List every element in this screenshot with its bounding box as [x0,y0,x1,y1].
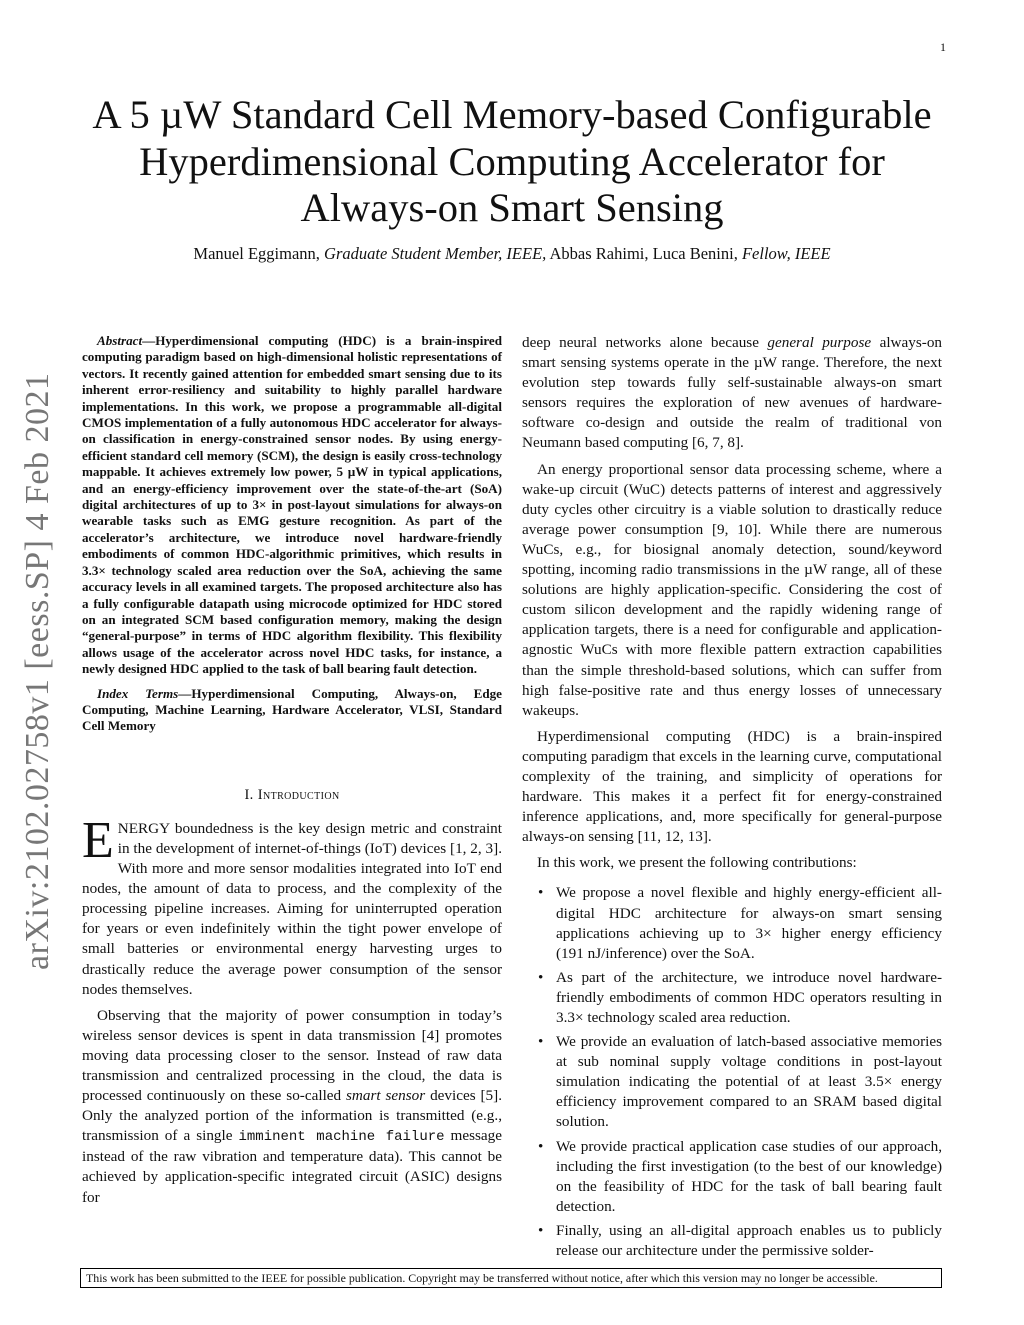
intro-paragraph-3 [522,333,942,454]
contribution-item: • We provide an evaluation of latch-based associative memories at sub nominal supply voltage conditions in post-layout simulation indicating the potential of at least 3.5× energy efficiency improvement compared to an SRAM based digital solution. [556,1032,942,1132]
intro-paragraph-5: Hyperdimensional computing (HDC) is a brain-inspired computing paradigm that excels in the learning curve, computational complexity of the training, and simplicity of operations for hardware. This makes it a perfect fit for energy-constrained inference applications, and, more specifically for general-purpose always-on sensing [11, 12, 13]. [522,727,942,846]
index-terms [82,686,502,735]
author-1-role: Graduate Student Member, IEEE, [324,244,547,263]
abstract [82,333,502,678]
page-number: 1 [940,40,946,54]
contribution-item: • As part of the architecture, we introduce novel hardware-friendly embodiments of common HDC operators resulting in 3.3× technology scaled area reduction. [556,968,942,1028]
smart-sensor-emphasis: smart sensor [346,1087,426,1105]
contributions-list [522,883,942,1261]
right-column [522,333,942,1265]
section-heading-introduction: I. Introduction [244,786,340,803]
title-line-2: Hyperdimensional Computing Accelerator for [139,138,885,184]
author-3-role: Fellow, IEEE [741,244,831,263]
index-terms-text: —Hyperdimensional Computing, Always-on, Edge Computing, Machine Learning, Hardware Accelerator, VLSI, Standard Cell Memory [82,685,502,734]
intro-paragraph-2-text-c: message instead of the raw vibration and temperature data). This cannot be achieved by application-specific integrated circuit (ASIC) designs for [82,1127,503,1206]
abstract-label: Abstract [97,333,143,348]
arxiv-identifier: arXiv:2102.02758v1 [eess.SP] 4 Feb 2021 [19,372,56,970]
paper-title [70,92,954,232]
intro-paragraph-2 [82,1006,502,1208]
intro-paragraph-3-text-b: always-on smart sensing systems operate in the µW range. Therefore, the next evolution step towards fully self-sustainable always-on smart sensors requires the exploration of new avenues of hardware-software co-design and outside the realm of traditional von Neumann based computing [6, 7, 8]. [522,334,943,452]
failure-message-code: imminent machine failure [238,1129,445,1146]
intro-paragraph-2-text-a: Observing that the majority of power consumption in today’s wireless sensor devices is spent in data transmission [4] promotes moving data processing closer to the sensor. Instead of raw data transmission and centralized processing in the cloud, the data is processed continuously on these so-called [82,1006,502,1105]
index-terms-label: Index Terms [97,685,179,701]
title-line-1: A 5 µW Standard Cell Memory-based Configurable [92,92,932,137]
intro-paragraph-3-text-a: deep neural networks alone because [522,334,768,351]
intro-paragraph-2-text-b: devices [5]. Only the analyzed portion of the information is transmitted (e.g., transmission of a single [82,1087,502,1145]
intro-paragraph-1 [82,811,502,1000]
drop-cap: E [82,811,114,869]
contribution-item: • We provide practical application case studies of our approach, including the first investigation (to the best of our knowledge) on the feasibility of HDC for the task of ball bearing fault detection. [556,1137,942,1217]
copyright-footnote: This work has been submitted to the IEEE for possible publication. Copyright may be transferred without notice, after which this version may no longer be accessible. [80,1268,942,1288]
contribution-item: • Finally, using an all-digital approach enables us to publicly release our architecture under the permissive solder- [556,1221,942,1261]
abstract-text: —Hyperdimensional computing (HDC) is a brain-inspired computing paradigm based on high-dimensional holistic representations of vectors. It recently gained attention for embedded smart sensing due to its inherent error-resiliency and suitability to highly parallel hardware implementations. In this work, we propose a programmable all-digital CMOS implementation of a fully autonomous HDC accelerator for always-on classification in energy-constrained sensor nodes. By using energy-efficient standard cell memory (SCM), the design is easily cross-technology mappable. It achieves extremely low power, 5 µW in typical applications, and an energy-efficiency improvement over the state-of-the-art (SoA) digital architectures of up to 3× in post-layout simulations for always-on wearable tasks such as EMG gesture recognition. As part of the accelerator’s architecture, we introduce novel hardware-friendly embodiments of common HDC-algorithmic primitives, which results in 3.3× technology scaled area reduction over the SoA, achieving the same accuracy levels in all examined targets. The proposed architecture also has a fully configurable datapath using microcode optimized for HDC stored on an integrated SCM based configuration memory, making the design “general-purpose” in terms of HDC algorithm flexibility. This flexibility allows usage of the accelerator across novel HDC tasks, for instance, a newly designed HDC applied to the task of ball bearing fault detection. [82,333,502,677]
author-1: Manuel Eggimann, [193,244,320,263]
left-column [82,333,502,1208]
author-list [60,244,964,264]
intro-paragraph-6: In this work, we present the following contributions: [537,854,857,872]
intro-paragraph-1-text: NERGY boundedness is the key design metric and constraint in the development of internet-of-things (IoT) devices [1, 2, 3]. With more and more sensor modalities integrated into IoT end nodes, the amount of data to process, and the complexity of the processing pipeline increases. Aiming for uninterrupted operation for years or even indefinitely within the tight power envelope of small batteries or environmental energy harvesting urges to drastically reduce the average power consumption of the sensor nodes themselves. [82,819,502,998]
title-line-3: Always-on Smart Sensing [300,185,724,230]
general-purpose-emphasis: general purpose [767,334,872,351]
contribution-item: • We propose a novel flexible and highly energy-efficient all-digital HDC architecture for always-on smart sensing applications achieving up to 3× higher energy efficiency (191 nJ/inference) over the SoA. [556,883,942,963]
intro-paragraph-4: An energy proportional sensor data processing scheme, where a wake-up circuit (WuC) detects patterns of interest and aggressively duty cycles other circuitry is a viable solution to drastically reduce average power consumption [9, 10]. While there are numerous WuCs, e.g., for biosignal anomaly detection, sound/keyword spotting, incoming radio transmissions in the µW range, all of these solutions are highly application-specific. Considering the cost of custom silicon development and the rapidly widening range of application targets, there is a need for configurable and application-agnostic WuCs with more flexible pattern extraction capabilities than the simple threshold-based solutions, which can suffer from high false-positive rate and thus energy losses of unnecessary wakeups. [522,460,942,719]
author-2-3: Abbas Rahimi, Luca Benini, [549,244,738,263]
